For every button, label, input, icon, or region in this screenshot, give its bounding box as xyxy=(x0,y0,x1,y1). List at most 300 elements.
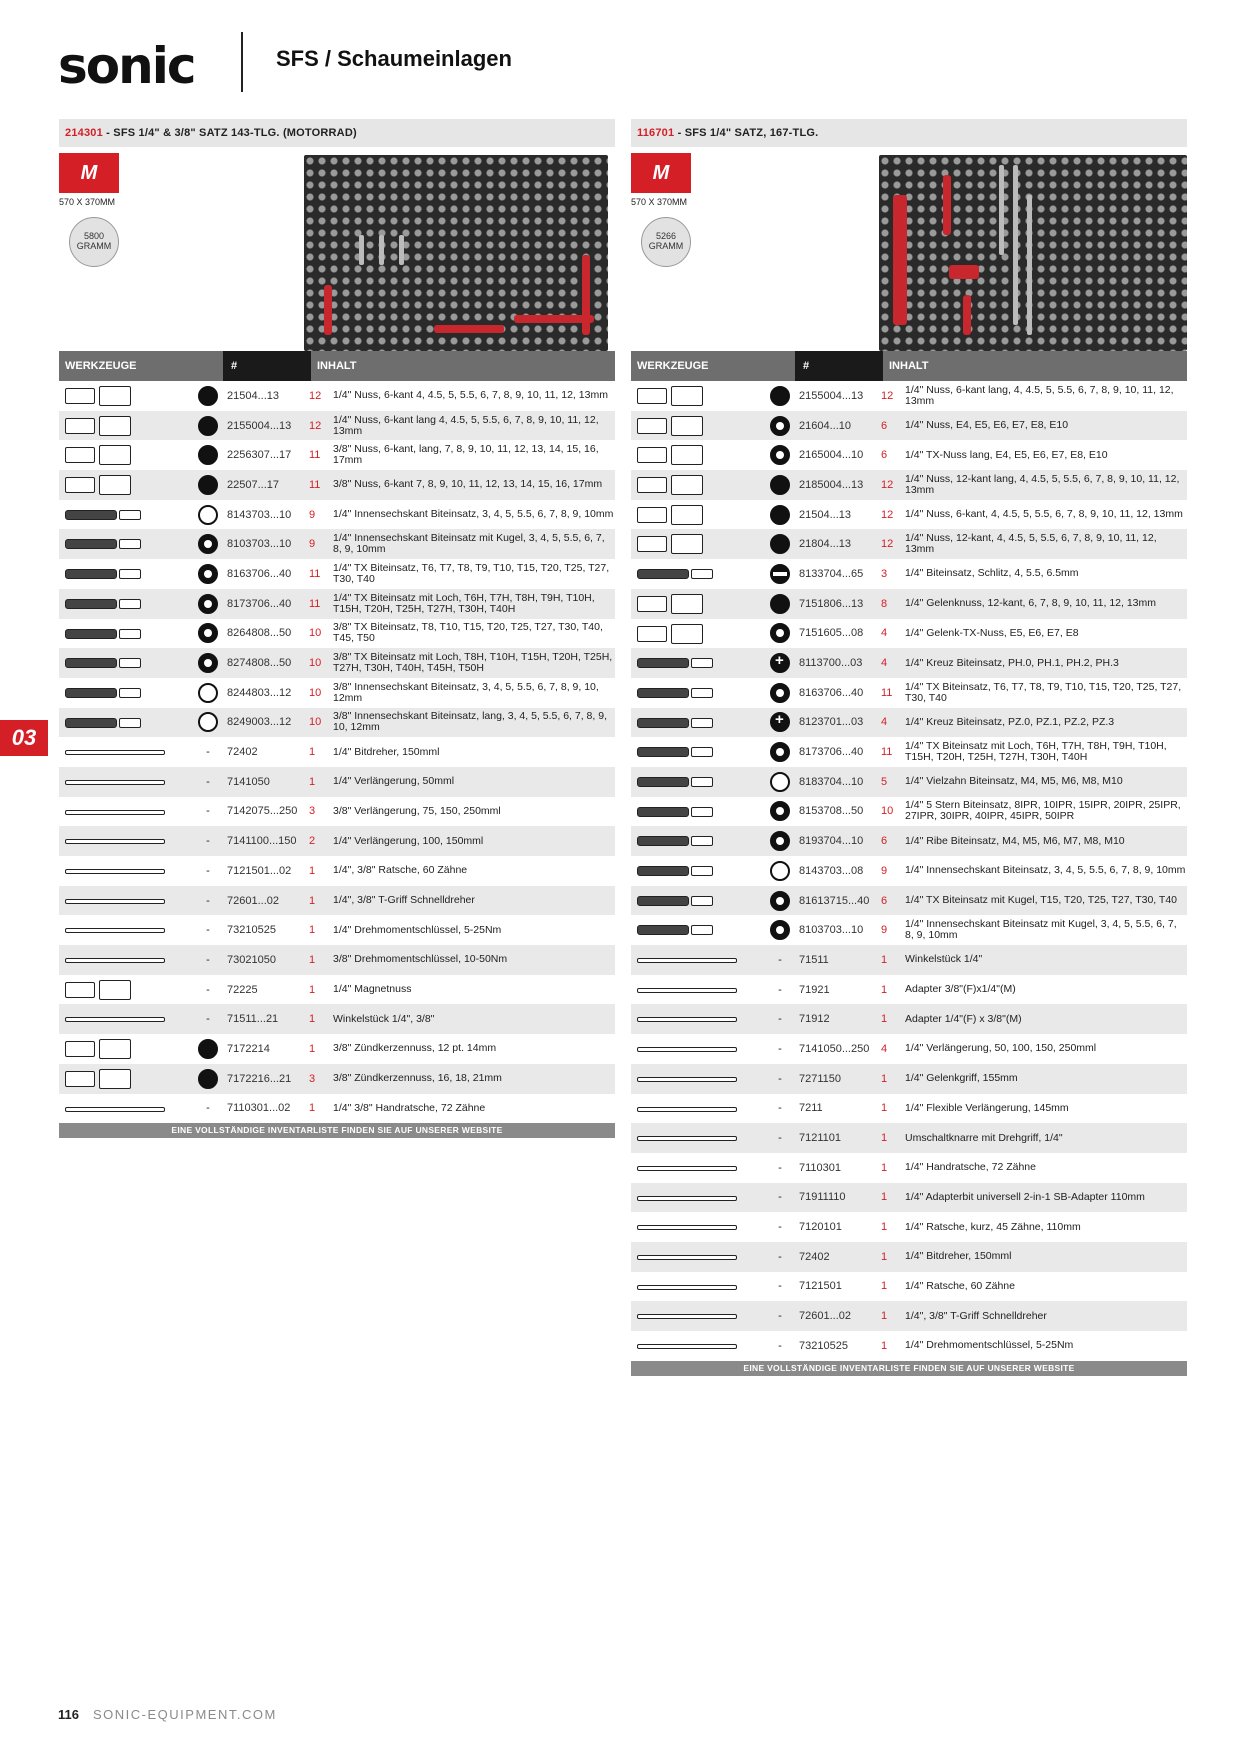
tool-table xyxy=(59,381,615,1123)
article-number: 8133704...65 xyxy=(799,567,864,580)
12pt-profile-icon xyxy=(770,594,790,614)
description: 1/4" Innensechskant Biteinsatz, 3, 4, 5, 5.5, 6, 7, 8, 9, 10mm xyxy=(905,864,1186,877)
quantity: 1 xyxy=(309,775,316,788)
bit-socket-icon xyxy=(59,589,193,619)
profile-symbol xyxy=(193,683,223,703)
description: Adapter 3/8"(F)x1/4"(M) xyxy=(905,983,1016,996)
quantity: 11 xyxy=(309,449,321,462)
quantity: 1 xyxy=(309,924,316,937)
profile-symbol xyxy=(765,653,795,673)
col-number: # xyxy=(795,351,883,381)
col-inhalt: INHALT xyxy=(883,351,1187,381)
table-row xyxy=(59,1064,615,1094)
quantity: 1 xyxy=(309,1042,316,1055)
flex-extension-icon xyxy=(631,1094,765,1124)
profile-symbol xyxy=(193,835,223,847)
no-profile xyxy=(778,1073,782,1085)
quantity: 1 xyxy=(881,1161,888,1174)
no-profile xyxy=(778,1280,782,1292)
hex-ball-profile-icon xyxy=(198,534,218,554)
table-row xyxy=(631,559,1187,589)
description: 1/4" Nuss, E4, E5, E6, E7, E8, E10 xyxy=(905,419,1069,432)
article-number: 7271150 xyxy=(799,1072,842,1085)
table-row xyxy=(59,470,615,500)
long-socket-icon xyxy=(631,440,765,470)
description: 1/4", 3/8" T-Griff Schnelldreher xyxy=(905,1309,1047,1322)
description: 1/4" Innensechskant Biteinsatz mit Kugel, 3, 4, 5, 5.5, 6, 7, 8, 9, 10mm xyxy=(333,532,605,556)
description: 1/4" Kreuz Biteinsatz, PZ.0, PZ.1, PZ.2, PZ.3 xyxy=(905,715,1115,728)
profile-symbol xyxy=(765,984,795,996)
article-number: 71511...21 xyxy=(227,1013,279,1026)
description: 3/8" Drehmomentschlüssel, 10-50Nm xyxy=(333,953,508,966)
table-row xyxy=(631,1242,1187,1272)
table-row xyxy=(631,1183,1187,1213)
table-row xyxy=(631,1212,1187,1242)
12pt-profile-icon xyxy=(770,475,790,495)
article-number: 7141100...150 xyxy=(227,835,297,848)
universal-socket-icon xyxy=(631,589,765,619)
website: SONIC-EQUIPMENT.COM xyxy=(92,1707,277,1722)
table-row xyxy=(631,619,1187,649)
set-title xyxy=(59,119,615,147)
article-number: 2155004...13 xyxy=(799,389,864,402)
adapter-icon xyxy=(631,975,765,1005)
torx-profile-icon xyxy=(198,623,218,643)
set-code: 116701 xyxy=(637,127,675,139)
sonic-logo: sonic xyxy=(58,37,195,95)
no-profile xyxy=(778,1132,782,1144)
table-row xyxy=(631,945,1187,975)
page-title: SFS / Schaumeinlagen xyxy=(276,46,512,71)
torx-profile-icon xyxy=(770,801,790,821)
short-ratchet-icon xyxy=(631,1212,765,1242)
description: 1/4" Bitdreher, 150mml xyxy=(333,745,440,758)
profile-symbol xyxy=(193,954,223,966)
bit-socket-icon xyxy=(631,886,765,916)
set-name: - SFS 1/4" & 3/8" SATZ 143-TLG. (MOTORRAD) xyxy=(102,127,357,139)
hex-profile-icon xyxy=(198,475,218,495)
quantity: 4 xyxy=(881,627,888,640)
article-number: 22507...17 xyxy=(227,478,279,491)
table-row xyxy=(631,411,1187,441)
torx-profile-icon xyxy=(770,891,790,911)
profile-symbol xyxy=(765,564,795,584)
hex-profile-icon xyxy=(198,1069,218,1089)
article-number: 8153708...50 xyxy=(799,805,864,818)
hex-profile-icon xyxy=(198,445,218,465)
set-code: 214301 xyxy=(65,127,103,139)
quantity: 1 xyxy=(881,1132,888,1145)
article-number: 7110301...02 xyxy=(227,1102,291,1115)
table-row xyxy=(631,648,1187,678)
bit-socket-icon xyxy=(631,797,765,827)
no-profile xyxy=(778,1221,782,1233)
profile-symbol xyxy=(193,1102,223,1114)
quantity: 1 xyxy=(309,864,316,877)
quantity: 11 xyxy=(881,746,893,759)
table-row xyxy=(59,440,615,470)
description: Winkelstück 1/4" xyxy=(905,953,983,966)
set-116701-section xyxy=(631,119,1187,1376)
no-profile xyxy=(778,1340,782,1352)
long-socket-icon xyxy=(59,440,193,470)
no-profile xyxy=(206,805,210,817)
table-row xyxy=(631,737,1187,767)
table-row xyxy=(631,856,1187,886)
bit-socket-icon xyxy=(631,915,765,945)
profile-symbol xyxy=(765,861,795,881)
description: 3/8" TX Biteinsatz, T8, T10, T15, T20, T25, T27, T30, T40, T45, T50 xyxy=(333,621,603,645)
profile-symbol xyxy=(193,746,223,758)
description: 1/4" Nuss, 12-kant lang, 4, 4.5, 5, 5.5, 6, 7, 8, 9, 10, 11, 12, 13mm xyxy=(905,472,1180,496)
table-row xyxy=(59,1034,615,1064)
table-row xyxy=(631,1123,1187,1153)
profile-symbol xyxy=(765,891,795,911)
quantity: 6 xyxy=(881,835,888,848)
article-number: 8193704...10 xyxy=(799,835,864,848)
profile-symbol xyxy=(765,1013,795,1025)
table-row xyxy=(631,381,1187,411)
quantity: 9 xyxy=(881,924,888,937)
profile-symbol xyxy=(765,1043,795,1055)
description: Umschaltknarre mit Drehgriff, 1/4" xyxy=(905,1131,1063,1144)
table-row xyxy=(631,886,1187,916)
hex-o-profile-icon xyxy=(770,861,790,881)
bit-socket-icon xyxy=(631,737,765,767)
e-torx-profile-icon xyxy=(770,445,790,465)
quantity: 10 xyxy=(309,686,322,699)
weight-badge: 5266 GRAMM xyxy=(641,217,691,267)
article-number: 73210525 xyxy=(799,1339,848,1352)
article-number: 8173706...40 xyxy=(799,746,864,759)
profile-symbol xyxy=(193,653,223,673)
long-socket-icon xyxy=(631,381,765,411)
profile-symbol xyxy=(765,712,795,732)
description: 3/8" Nuss, 6-kant, lang, 7, 8, 9, 10, 11, 12, 13, 14, 15, 16, 17mm xyxy=(333,443,599,467)
tool-table xyxy=(631,381,1187,1361)
quantity: 4 xyxy=(881,716,888,729)
article-number: 8113700...03 xyxy=(799,657,863,670)
article-number: 72601...02 xyxy=(799,1310,851,1323)
description: 3/8" Nuss, 6-kant 7, 8, 9, 10, 11, 12, 13, 14, 15, 16, 17mm xyxy=(333,478,603,491)
universal-joint-icon xyxy=(631,945,765,975)
quantity: 4 xyxy=(881,657,888,670)
profile-symbol xyxy=(765,475,795,495)
table-row xyxy=(631,797,1187,827)
bit-socket-icon xyxy=(631,767,765,797)
quantity: 11 xyxy=(881,686,893,699)
quantity: 5 xyxy=(881,775,888,788)
table-row xyxy=(631,1301,1187,1331)
quantity: 1 xyxy=(881,1102,888,1115)
description: 1/4" TX Biteinsatz mit Loch, T6H, T7H, T8H, T9H, T10H, T15H, T20H, T25H, T27H, T30H, T40H xyxy=(905,740,1167,764)
bit-driver-icon xyxy=(631,1242,765,1272)
description: 1/4" Verlängerung, 50mml xyxy=(333,775,455,788)
quantity: 11 xyxy=(309,597,321,610)
profile-symbol xyxy=(193,1069,223,1089)
bit-socket-icon xyxy=(59,708,193,738)
quantity: 1 xyxy=(881,1013,888,1026)
article-number: 8274808...50 xyxy=(227,657,292,670)
description: 3/8" TX Biteinsatz mit Loch, T8H, T10H, T15H, T20H, T25H, T27H, T30H, T40H, T45H, T50H xyxy=(333,651,613,675)
profile-symbol xyxy=(765,1162,795,1174)
profile-symbol xyxy=(765,683,795,703)
hex-profile-icon xyxy=(770,505,790,525)
profile-symbol xyxy=(765,534,795,554)
quantity: 12 xyxy=(881,538,894,551)
inventory-note: EINE VOLLSTÄNDIGE INVENTARLISTE FINDEN SIE AUF UNSERER WEBSITE xyxy=(59,1123,615,1138)
chapter-tab: 03 xyxy=(0,720,48,756)
phillips-profile-icon xyxy=(770,712,790,732)
phillips-profile-icon xyxy=(770,653,790,673)
article-number: 8103703...10 xyxy=(227,538,292,551)
article-number: 8143703...08 xyxy=(799,864,864,877)
description: 1/4" Drehmomentschlüssel, 5-25Nm xyxy=(905,1339,1074,1352)
flex-handle-icon xyxy=(631,1064,765,1094)
table-row xyxy=(631,1004,1187,1034)
description: 1/4", 3/8" Ratsche, 60 Zähne xyxy=(333,864,468,877)
description: 1/4" Innensechskant Biteinsatz mit Kugel, 3, 4, 5, 5.5, 6, 7, 8, 9, 10mm xyxy=(905,918,1177,942)
quantity: 1 xyxy=(309,983,316,996)
article-number: 8173706...40 xyxy=(227,597,292,610)
description: 1/4" Ratsche, 60 Zähne xyxy=(905,1279,1015,1292)
quantity: 9 xyxy=(881,864,888,877)
table-row xyxy=(59,767,615,797)
quantity: 1 xyxy=(309,1102,316,1115)
table-row xyxy=(59,856,615,886)
quantity: 11 xyxy=(309,567,321,580)
bit-driver-icon xyxy=(59,737,193,767)
table-row xyxy=(59,975,615,1005)
description: 3/8" Verlängerung, 75, 150, 250mml xyxy=(333,804,501,817)
table-row xyxy=(631,767,1187,797)
quantity: 1 xyxy=(881,1310,888,1323)
profile-symbol xyxy=(193,534,223,554)
tray-dimensions: 570 X 370MM xyxy=(631,197,688,207)
profile-symbol xyxy=(193,805,223,817)
description: 1/4" Adapterbit universell 2-in-1 SB-Adapter 110mm xyxy=(905,1190,1145,1203)
table-row xyxy=(59,945,615,975)
article-number: 2155004...13 xyxy=(227,419,292,432)
table-row xyxy=(631,529,1187,559)
hex-o-profile-icon xyxy=(198,712,218,732)
adapter-icon xyxy=(631,1004,765,1034)
no-profile xyxy=(778,1102,782,1114)
ratchet-icon xyxy=(59,856,193,886)
description: 3/8" Zündkerzennuss, 16, 18, 21mm xyxy=(333,1072,502,1085)
description: 1/4" Nuss, 6-kant lang, 4, 4.5, 5, 5.5, 6, 7, 8, 9, 10, 11, 12, 13mm xyxy=(905,383,1174,407)
article-number: 8103703...10 xyxy=(799,924,864,937)
profile-symbol xyxy=(765,623,795,643)
spark-plug-socket-icon xyxy=(59,1064,193,1094)
table-row xyxy=(59,500,615,530)
article-number: 73021050 xyxy=(227,953,276,966)
quantity: 3 xyxy=(309,1072,316,1085)
description: 1/4" Magnetnuss xyxy=(333,983,412,996)
article-number: 7121501 xyxy=(799,1280,842,1293)
torx-profile-icon xyxy=(198,594,218,614)
table-row xyxy=(59,886,615,916)
hand-ratchet-icon xyxy=(631,1153,765,1183)
torx-profile-icon xyxy=(770,831,790,851)
no-profile xyxy=(778,1043,782,1055)
profile-symbol xyxy=(765,954,795,966)
profile-symbol xyxy=(193,1013,223,1025)
quantity: 1 xyxy=(881,1072,888,1085)
quantity: 1 xyxy=(881,1250,888,1263)
torque-wrench-icon xyxy=(631,1331,765,1361)
quantity: 12 xyxy=(309,419,322,432)
profile-symbol xyxy=(765,505,795,525)
quantity: 1 xyxy=(881,1221,888,1234)
extension-icon xyxy=(631,1034,765,1064)
universal-joint-icon xyxy=(59,1004,193,1034)
table-row xyxy=(59,619,615,649)
table-row xyxy=(631,708,1187,738)
description: 1/4" Gelenknuss, 12-kant, 6, 7, 8, 9, 10, 11, 12, 13mm xyxy=(905,597,1157,610)
no-profile xyxy=(206,954,210,966)
table-row xyxy=(631,1034,1187,1064)
description: Winkelstück 1/4", 3/8" xyxy=(333,1012,435,1025)
no-profile xyxy=(778,1162,782,1174)
article-number: 21504...13 xyxy=(799,508,851,521)
no-profile xyxy=(206,924,210,936)
table-row xyxy=(631,470,1187,500)
bit-socket-icon xyxy=(59,619,193,649)
page-number: 116 xyxy=(58,1707,79,1722)
table-row xyxy=(631,975,1187,1005)
article-number: 8123701...03 xyxy=(799,716,864,729)
universal-socket-icon xyxy=(631,619,765,649)
profile-symbol xyxy=(193,623,223,643)
quantity: 1 xyxy=(881,953,888,966)
12pt-profile-icon xyxy=(198,1039,218,1059)
table-row xyxy=(59,915,615,945)
description: 1/4" Bitdreher, 150mml xyxy=(905,1250,1012,1263)
description: 3/8" Innensechskant Biteinsatz, 3, 4, 5, 5.5, 6, 7, 8, 9, 10, 12mm xyxy=(333,680,599,704)
tray-dimensions: 570 X 370MM xyxy=(59,197,116,207)
quantity: 12 xyxy=(881,478,894,491)
table-row xyxy=(631,1094,1187,1124)
description: 1/4" Gelenk-TX-Nuss, E5, E6, E7, E8 xyxy=(905,626,1079,639)
article-number: 81613715...40 xyxy=(799,894,870,907)
article-number: 71921 xyxy=(799,983,830,996)
profile-symbol xyxy=(193,712,223,732)
profile-symbol xyxy=(193,924,223,936)
hex-profile-icon xyxy=(198,416,218,436)
article-number: 7120101 xyxy=(799,1221,842,1234)
description: 1/4" Drehmomentschlüssel, 5-25Nm xyxy=(333,923,502,936)
hand-ratchet-icon xyxy=(59,1094,193,1124)
size-badge: M xyxy=(59,153,119,193)
bit-socket-icon xyxy=(59,559,193,589)
bit-socket-icon xyxy=(631,826,765,856)
bit-socket-icon xyxy=(59,500,193,530)
table-row xyxy=(631,1331,1187,1361)
table-row xyxy=(59,678,615,708)
bit-socket-icon xyxy=(631,559,765,589)
profile-symbol xyxy=(765,1310,795,1322)
profile-symbol xyxy=(193,416,223,436)
article-number: 7172216...21 xyxy=(227,1072,292,1085)
hex-socket-icon xyxy=(631,500,765,530)
no-profile xyxy=(778,1191,782,1203)
foam-tray-photo xyxy=(879,155,1187,351)
col-inhalt: INHALT xyxy=(311,351,615,381)
quantity: 12 xyxy=(309,389,322,402)
extension-icon xyxy=(59,826,193,856)
article-number: 8244803...12 xyxy=(227,686,292,699)
no-profile xyxy=(778,1310,782,1322)
quantity: 2 xyxy=(309,835,316,848)
t-handle-icon xyxy=(59,886,193,916)
article-number: 71911110 xyxy=(799,1191,846,1204)
profile-symbol xyxy=(765,1102,795,1114)
article-number: 2185004...13 xyxy=(799,478,864,491)
table-row xyxy=(59,559,615,589)
quantity: 1 xyxy=(881,1191,888,1204)
magnet-socket-icon xyxy=(59,975,193,1005)
quantity: 10 xyxy=(309,627,322,640)
description: 1/4" Gelenkgriff, 155mm xyxy=(905,1072,1018,1085)
article-number: 7142075...250 xyxy=(227,805,298,818)
hex-o-profile-icon xyxy=(198,683,218,703)
bit-socket-icon xyxy=(631,856,765,886)
profile-symbol xyxy=(193,895,223,907)
header-divider xyxy=(241,32,243,92)
table-row xyxy=(59,411,615,441)
profile-symbol xyxy=(765,772,795,792)
quantity: 6 xyxy=(881,419,888,432)
description: 1/4" Vielzahn Biteinsatz, M4, M5, M6, M8, M10 xyxy=(905,775,1123,788)
extension-icon xyxy=(59,767,193,797)
quantity: 6 xyxy=(881,449,888,462)
description: 1/4" Nuss, 6-kant, 4, 4.5, 5, 5.5, 6, 7, 8, 9, 10, 11, 12, 13mm xyxy=(905,508,1183,521)
table-row xyxy=(631,440,1187,470)
description: 1/4" Innensechskant Biteinsatz, 3, 4, 5, 5.5, 6, 7, 8, 9, 10mm xyxy=(333,508,614,521)
article-number: 7151806...13 xyxy=(799,597,864,610)
article-number: 72225 xyxy=(227,983,258,996)
set-214301-section xyxy=(59,119,615,1138)
no-profile xyxy=(206,865,210,877)
no-profile xyxy=(206,895,210,907)
torque-wrench-icon xyxy=(59,945,193,975)
description: Adapter 1/4"(F) x 3/8"(M) xyxy=(905,1012,1022,1025)
article-number: 21504...13 xyxy=(227,389,279,402)
article-number: 7141050...250 xyxy=(799,1042,870,1055)
profile-symbol xyxy=(193,475,223,495)
hex-socket-icon xyxy=(59,470,193,500)
article-number: 21804...13 xyxy=(799,538,851,551)
table-row xyxy=(59,589,615,619)
hex-socket-icon xyxy=(631,529,765,559)
table-row xyxy=(59,1094,615,1124)
no-profile xyxy=(206,984,210,996)
long-socket-icon xyxy=(59,411,193,441)
table-header xyxy=(59,351,615,381)
article-number: 71912 xyxy=(799,1013,830,1026)
article-number: 73210525 xyxy=(227,924,276,937)
hex-profile-icon xyxy=(198,386,218,406)
article-number: 72402 xyxy=(227,746,258,759)
hex-ball-profile-icon xyxy=(770,920,790,940)
description: 1/4" TX Biteinsatz mit Loch, T6H, T7H, T8H, T9H, T10H, T15H, T20H, T25H, T27H, T30H, T40H xyxy=(333,591,595,615)
article-number: 8264808...50 xyxy=(227,627,292,640)
profile-symbol xyxy=(765,386,795,406)
profile-symbol xyxy=(765,594,795,614)
description: 1/4" Nuss, 12-kant, 4, 4.5, 5, 5.5, 6, 7, 8, 9, 10, 11, 12, 13mm xyxy=(905,532,1157,556)
profile-symbol xyxy=(193,865,223,877)
